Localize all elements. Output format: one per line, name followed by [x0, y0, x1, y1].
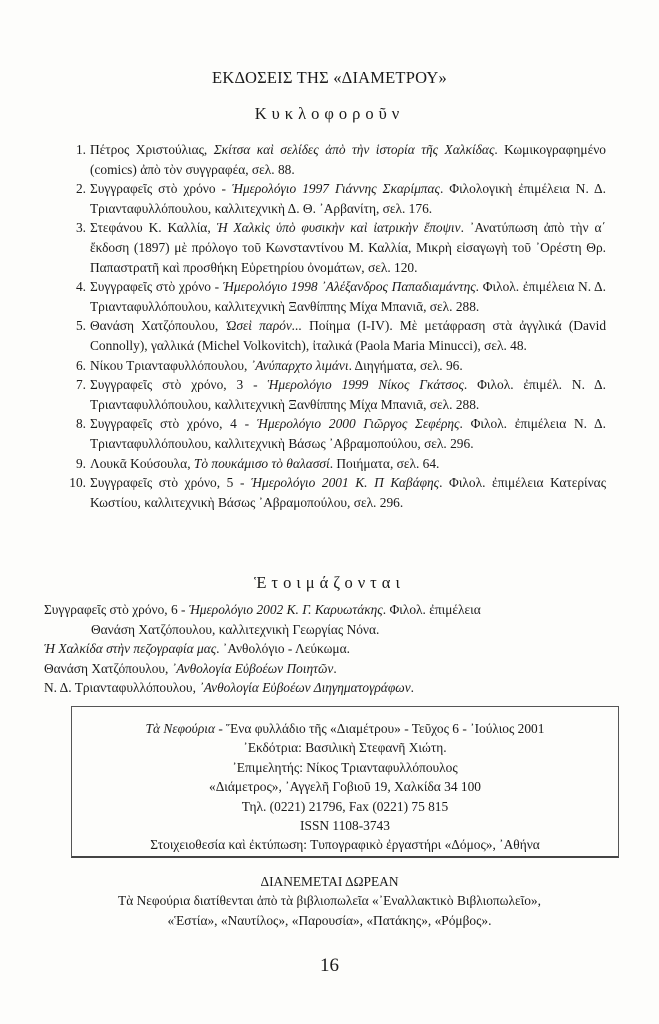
publication-item: [66, 218, 606, 277]
colophon-issue-info: - Ἕνα φυλλάδιο τῆς «Διαμέτρου» - Τεῦχος 6 - ᾿Ιούλιος 2001: [215, 721, 545, 736]
item-title: Τὸ πουκάμισο τὸ θαλασσί: [193, 455, 330, 471]
item-number: 2.: [75, 181, 86, 197]
item-title: Ἡ Χαλκὶς ὑπὸ φυσικὴν καὶ ἰατρικὴν ἔποψιν: [216, 220, 461, 236]
item-text: [90, 277, 606, 316]
item-number: 6.: [75, 357, 86, 373]
item-text: [90, 473, 606, 512]
item-title: Ἡμερολόγιο 2001 Κ. Π Καβάφης: [251, 475, 440, 491]
item-details: . Φιλολ. ἐπιμέλεια Ν. Δ. Τριανταφυλλόπουλου, καλλιτεχνικὴ Ξανθίππης Μίχα Μπανιᾶ, σελ. 288.: [90, 279, 606, 314]
item-text: [90, 316, 606, 355]
item-details: . Φιλολογικὴ ἐπιμέλεια Ν. Δ. Τριανταφυλλόπουλου, καλλιτεχνικὴ Δ. Θ. ᾿Αρβανίτη, σελ. 176.: [90, 181, 606, 216]
item-author: Συγγραφεῖς στὸ χρόνο, 4 -: [90, 416, 257, 432]
publication-item: [66, 316, 606, 355]
colophon-publisher: ᾿Εκδότρια: Βασιλικὴ Στεφανῆ Χιώτη.: [243, 740, 447, 756]
item-author: Λουκᾶ Κούσουλα,: [90, 455, 194, 471]
published-list: [66, 140, 606, 512]
publication-item: [66, 375, 606, 414]
item-number: 3.: [75, 220, 86, 236]
item-text: [90, 179, 606, 218]
upcoming-author: Ν. Δ. Τριανταφυλλόπουλου,: [44, 680, 200, 696]
item-title: Ἡμερολόγιο 2000 Γιῶργος Σεφέρης: [256, 416, 460, 432]
item-title: Ἡμερολόγιο 1998 ᾿Αλέξανδρος Παπαδιαμάντης: [222, 279, 476, 295]
page-title: ΕΚΔΟΣΕΙΣ ΤΗΣ «ΔΙΑΜΕΤΡΟΥ»: [212, 68, 447, 87]
upcoming-item: [44, 639, 624, 659]
item-author: Συγγραφεῖς στὸ χρόνο, 3 -: [90, 377, 268, 393]
item-number: 4.: [75, 279, 86, 295]
item-text: [90, 356, 606, 376]
upcoming-item: [44, 600, 624, 639]
publication-item: [66, 140, 606, 179]
item-details: Ποίημα (I-IV). Μὲ μετάφραση στὰ ἀγγλικά (David Connolly), γαλλικά (Michel Volkovitch), ἰταλικά (Paola Maria Minucci), σελ. 48.: [90, 318, 607, 353]
item-author: Συγγραφεῖς στὸ χρόνο, 5 -: [90, 475, 251, 491]
colophon-issue-line: [72, 719, 618, 738]
upcoming-title: ᾿Ανθολογία Εὐβοέων Ποιητῶν: [171, 660, 334, 676]
published-heading: Κυκλοφοροῦν: [254, 104, 405, 123]
item-details: . Κωμικογραφημένο (comics) ἀπὸ τὸν συγγραφέα, σελ. 88.: [90, 142, 606, 177]
upcoming-item: [44, 659, 624, 679]
colophon-editor: ᾿Επιμελητής: Νίκος Τριανταφυλλόπουλος: [232, 759, 458, 775]
item-number: 10.: [69, 475, 86, 491]
item-text: [90, 414, 606, 453]
upcoming-item-line: [44, 600, 624, 620]
item-title: Ὡσεὶ παρόν...: [225, 318, 302, 334]
upcoming-title: Ἡμερολόγιο 2002 Κ. Γ. Καρυωτάκης: [188, 602, 383, 617]
upcoming-details: .: [333, 660, 337, 676]
distribution-note: [0, 872, 659, 930]
distribution-line-1: Τὰ Νεφούρια διατίθενται ἀπὸ τὰ βιβλιοπωλεῖα «᾿Εναλλακτικὸ Βιβλιοπωλεῖο»,: [118, 893, 541, 909]
item-details: . Διηγήματα, σελ. 96.: [348, 357, 463, 373]
upcoming-title: ᾿Ανθολογία Εὐβοέων Διηγηματογράφων: [199, 680, 411, 696]
item-details: . Φιλολ. ἐπιμέλεια Κατερίνας Κωστίου, καλλιτεχνικὴ Βάσως ᾿Αβραμοπούλου, σελ. 296.: [90, 475, 606, 510]
item-number: 9.: [75, 455, 86, 471]
item-details: . ᾿Ανατύπωση ἀπὸ τὴν α΄ ἔκδοση (1897) μὲ πρόλογο τοῦ Κωνσταντίνου Μ. Καλλία, Μικρὴ εἰσαγωγὴ τοῦ ᾿Ορέστη Θρ. Παπαστρατῆ καὶ προσθήκη Εὑρετηρίου ὀνομάτων, σελ. 120.: [90, 220, 606, 275]
item-text: [90, 375, 606, 414]
item-number: 5.: [75, 318, 86, 334]
item-number: 8.: [75, 416, 86, 432]
item-text: [90, 140, 606, 179]
upcoming-title: Ἡ Χαλκίδα στὴν πεζογραφία μας: [44, 641, 217, 657]
upcoming-heading: Ἑτοιμάζονται: [254, 573, 405, 592]
publication-item: [66, 473, 606, 512]
distribution-line-2: «Ἑστία», «Ναυτίλος», «Παρουσία», «Πατάκης», «Ρόμβος».: [167, 912, 492, 928]
publication-item: [66, 454, 606, 474]
publication-item: [66, 414, 606, 453]
item-details: . Ποιήματα, σελ. 64.: [329, 455, 440, 471]
item-title: Σκίτσα καὶ σελίδες ἀπὸ τὴν ἱστορία τῆς Χαλκίδας: [213, 142, 495, 157]
upcoming-item-line: [44, 678, 624, 698]
item-text: [90, 454, 606, 474]
colophon-box: [71, 706, 619, 858]
colophon-printing: Στοιχειοθεσία καὶ ἐκτύπωση: Τυπογραφικὸ ἐργαστήρι «Δόμος», ᾿Αθήνα: [150, 837, 540, 853]
colophon-title: Τὰ Νεφούρια: [145, 721, 216, 736]
item-text: [90, 218, 606, 277]
publication-item: [66, 179, 606, 218]
item-author: Πέτρος Χριστούλιας,: [90, 142, 214, 157]
item-author: Νίκου Τριανταφυλλόπουλου,: [90, 357, 251, 373]
upcoming-details: . ᾿Ανθολόγιο - Λεύκωμα.: [216, 641, 350, 657]
item-title: Ἡμερολόγιο 1997 Γιάννης Σκαρίμπας: [231, 181, 440, 197]
item-title: Ἡμερολόγιο 1999 Νίκος Γκάτσος: [267, 377, 464, 393]
page-number: 16: [320, 955, 339, 976]
publication-item: [66, 356, 606, 376]
upcoming-author: Θανάση Χατζόπουλου,: [44, 660, 172, 676]
upcoming-list: [44, 600, 624, 698]
upcoming-item-line: [44, 639, 624, 659]
item-author: Συγγραφεῖς στὸ χρόνο -: [90, 279, 223, 295]
upcoming-details: . Φιλολ. ἐπιμέλεια: [382, 602, 481, 617]
upcoming-item: [44, 678, 624, 698]
colophon-address: «Διάμετρος», ᾿Αγγελῆ Γοβιοῦ 19, Χαλκίδα 34 100: [209, 779, 481, 795]
distribution-heading: ΔΙΑΝΕΜΕΤΑΙ ΔΩΡΕΑΝ: [260, 874, 399, 889]
upcoming-continuation: Θανάση Χατζόπουλου, καλλιτεχνικὴ Γεωργίας Νόνα.: [91, 621, 380, 637]
item-number: 1.: [75, 142, 86, 157]
item-author: Θανάση Χατζόπουλου,: [90, 318, 226, 334]
item-author: Συγγραφεῖς στὸ χρόνο -: [90, 181, 232, 197]
item-details: . Φιλολ. ἐπιμέλ. Ν. Δ. Τριανταφυλλόπουλου, καλλιτεχνικὴ Ξανθίππης Μίχα Μπανιᾶ, σελ. 288.: [90, 377, 607, 412]
colophon-issn: ISSN 1108-3743: [300, 818, 390, 834]
item-details: . Φιλολ. ἐπιμέλεια Ν. Δ. Τριανταφυλλόπουλου, καλλιτεχνικὴ Βάσως ᾿Αβραμοπούλου, σελ. 296.: [90, 416, 606, 451]
colophon-phone: Τηλ. (0221) 21796, Fax (0221) 75 815: [241, 798, 449, 814]
item-title: ᾿Ανύπαρχτο λιμάνι: [250, 357, 349, 373]
publication-item: [66, 277, 606, 316]
item-number: 7.: [75, 377, 86, 393]
item-author: Στεφάνου Κ. Καλλία,: [90, 220, 217, 236]
upcoming-author: Συγγραφεῖς στὸ χρόνο, 6 -: [44, 602, 189, 617]
upcoming-details: .: [410, 680, 414, 696]
upcoming-item-line: [44, 659, 624, 679]
